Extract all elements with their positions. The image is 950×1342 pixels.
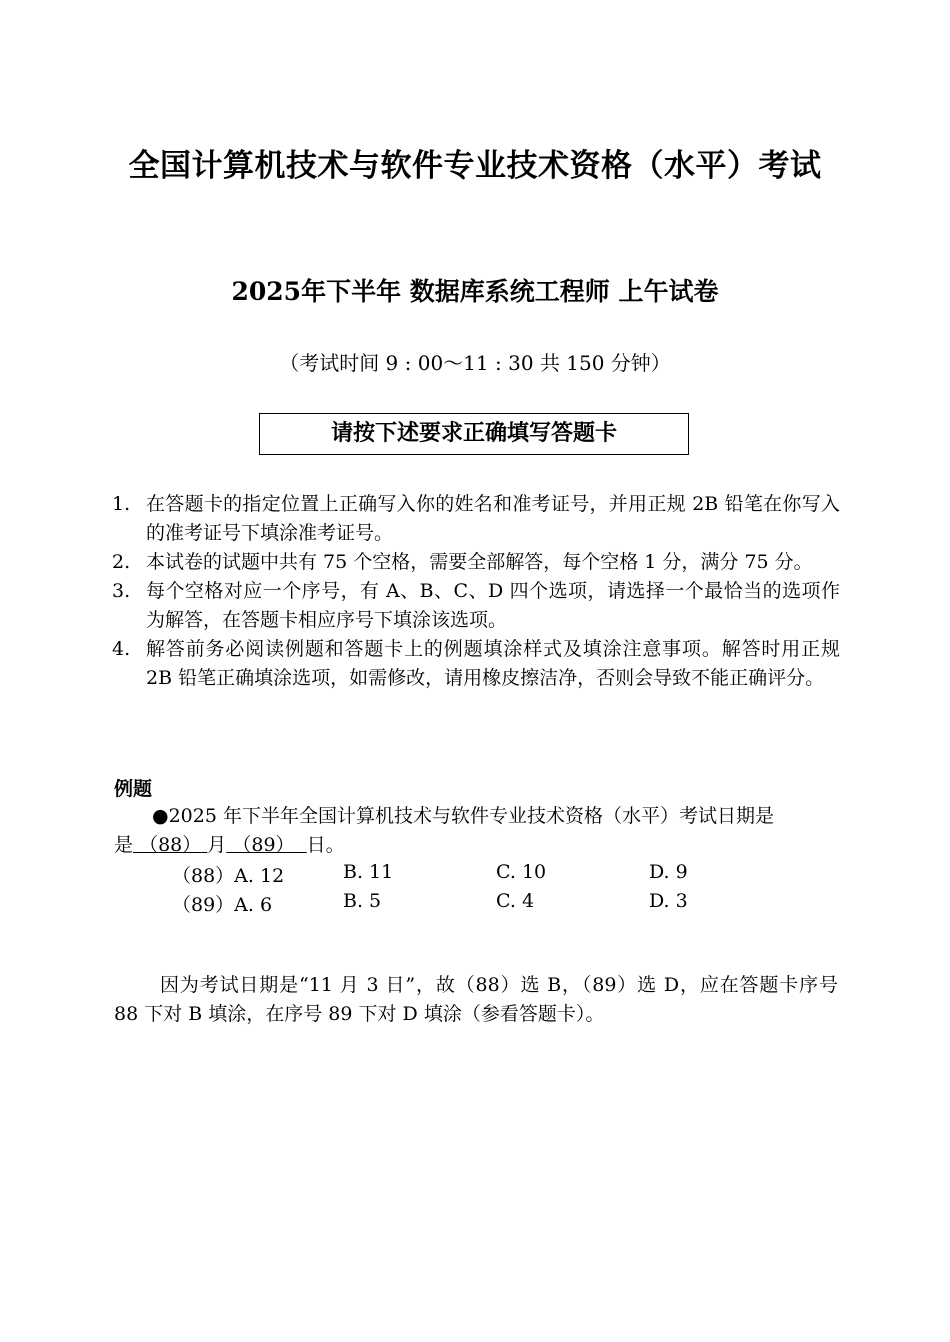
option-d: D. 9 bbox=[649, 861, 688, 883]
option-b: B. 11 bbox=[343, 861, 394, 883]
blank-89: （89） bbox=[232, 834, 295, 856]
instruction-item bbox=[112, 490, 840, 548]
instruction-number: 2. bbox=[112, 551, 131, 573]
exam-title: 全国计算机技术与软件专业技术资格（水平）考试 bbox=[128, 148, 822, 184]
instruction-text: 解答前务必阅读例题和答题卡上的例题填涂样式及填涂注意事项。解答时用正规 2B 铅笔正确填涂选项，如需修改，请用橡皮擦洁净，否则会导致不能正确评分。 bbox=[146, 638, 840, 689]
instruction-text: 本试卷的试题中共有 75 个空格，需要全部解答，每个空格 1 分，满分 75 分。 bbox=[146, 551, 813, 573]
option-row-88 bbox=[114, 861, 838, 889]
instruction-text: 每个空格对应一个序号，有 A、B、C、D 四个选项，请选择一个最恰当的选项作为解答，在答题卡相应序号下填涂该选项。 bbox=[146, 580, 840, 631]
example-question bbox=[114, 802, 838, 831]
option-a: （89）A. 6 bbox=[172, 894, 273, 916]
instruction-item bbox=[112, 577, 840, 635]
instruction-number: 1. bbox=[112, 493, 131, 515]
blank-88: （88） bbox=[139, 834, 202, 856]
option-b: B. 5 bbox=[343, 890, 382, 912]
instruction-item bbox=[112, 548, 840, 577]
subtitle-year: 2025 bbox=[231, 277, 302, 306]
example-question-line2: 是 （88） 月 （89） 日。 bbox=[114, 834, 345, 856]
question-text-day: 日。 bbox=[306, 834, 345, 856]
question-text: ●2025 年下半年全国计算机技术与软件专业技术资格（水平）考试日期是 bbox=[152, 805, 774, 827]
instruction-item bbox=[112, 635, 840, 693]
exam-time-note: （考试时间 9 : 00～11 : 30 共 150 分钟） bbox=[279, 351, 671, 375]
option-c: C. 10 bbox=[496, 861, 547, 883]
answer-card-notice-box: 请按下述要求正确填写答题卡 bbox=[259, 413, 689, 455]
instruction-number: 4. bbox=[112, 638, 131, 660]
subtitle-text: 年下半年 数据库系统工程师 上午试卷 bbox=[301, 277, 719, 306]
example-explanation: 因为考试日期是“11 月 3 日”，故（88）选 B，（89）选 D，应在答题卡序号 88 下对 B 填涂，在序号 89 下对 D 填涂（参看答题卡）。 bbox=[114, 974, 838, 1025]
option-row-89 bbox=[114, 890, 838, 918]
example-heading: 例题 bbox=[114, 778, 153, 800]
instruction-text: 在答题卡的指定位置上正确写入你的姓名和准考证号，并用正规 2B 铅笔在你写入的准考证号下填涂准考证号。 bbox=[146, 493, 840, 544]
option-d: D. 3 bbox=[649, 890, 688, 912]
option-c: C. 4 bbox=[496, 890, 535, 912]
exam-subtitle bbox=[0, 272, 950, 308]
option-a: （88）A. 12 bbox=[172, 865, 285, 887]
instruction-list bbox=[112, 490, 840, 693]
instruction-number: 3. bbox=[112, 580, 131, 602]
question-text-month: 月 bbox=[207, 834, 227, 856]
